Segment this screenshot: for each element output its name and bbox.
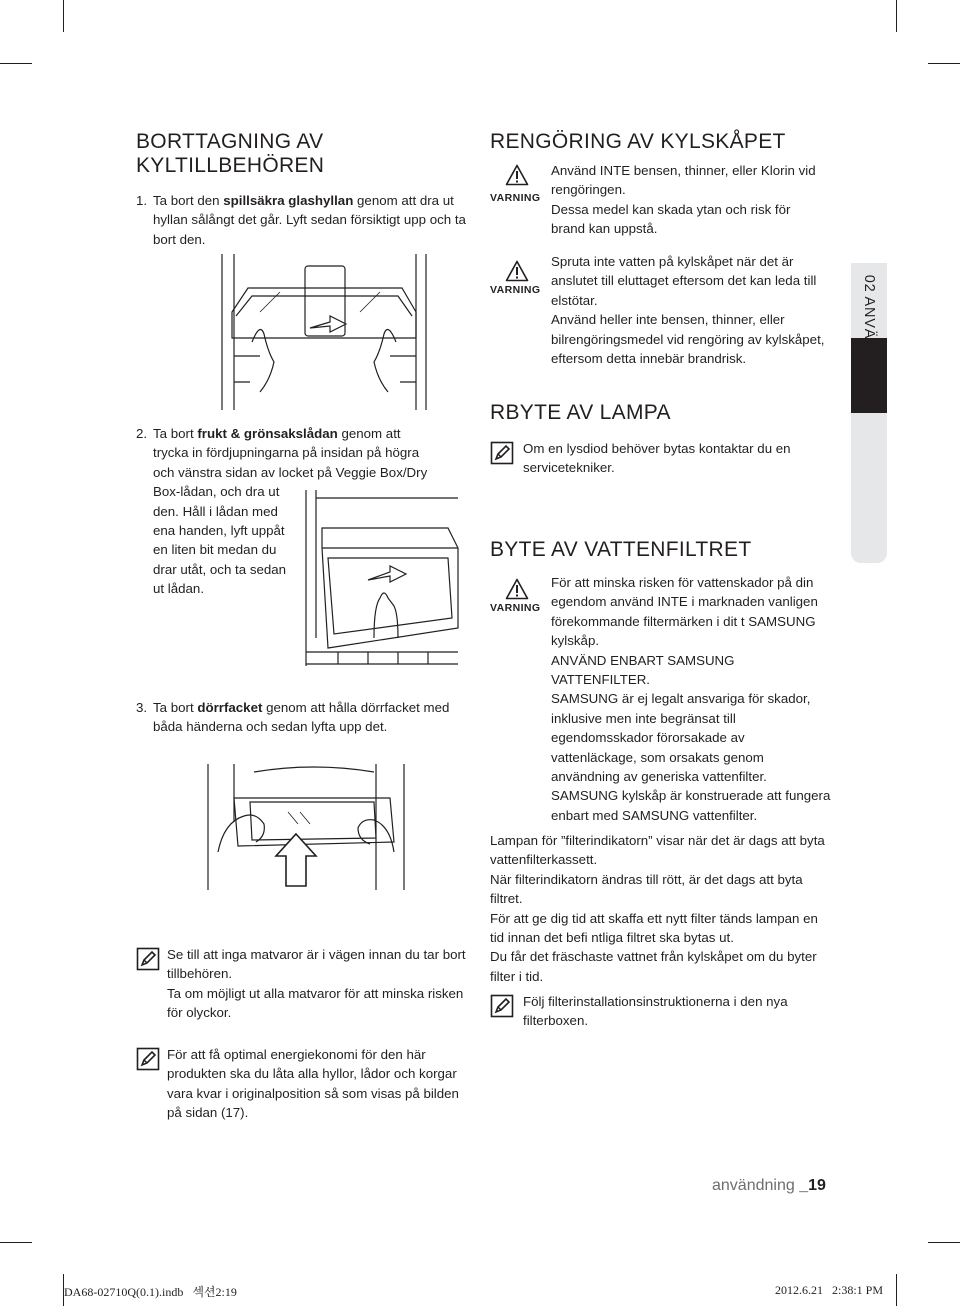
step-text <box>136 698 471 737</box>
step-text-post: genom att dra ut hyllan sålångt det går. Lyft sedan försiktigt upp och ta bort den. <box>153 193 466 247</box>
warning-triangle-icon <box>505 164 529 186</box>
heading-line-2: KYLTILLBEHÖREN <box>136 154 325 177</box>
step-text-post: genom att <box>337 426 401 441</box>
warning-text-cleaning-2: Spruta inte vatten på kylskåpet när det är anslutet till eluttaget eftersom det kan leda till elstötar. Använd heller inte bensen, thinner, eller bilrengöringsmedel vid rengöring av kylskåpet, eftersom detta innebär brandrisk. <box>551 254 825 367</box>
section-heading-filter: BYTE AV VATTENFILTRET <box>490 538 752 561</box>
page-number-label: användning <box>712 1177 800 1194</box>
step-line: trycka in fördjupningarna på insidan på högra <box>153 445 420 461</box>
filter-indicator-text: Lampan för ”filterindikatorn” visar när det är dags att byta vattenfilterkassett. När filterindikatorn ändras till rött, är det dags att byta filtret. För att ge dig tid att skaffa ett nytt filter tänds lampan en tid innan det befi ntliga filtret ska bytas ut. Du får det fräschaste vattnet från kylskåpet om du byter filter i tid. <box>490 833 825 984</box>
crop-mark-right-bottom <box>928 1242 960 1243</box>
note-text-lamp: Om en lysdiod behöver bytas kontaktar du en servicetekniker. <box>523 441 791 476</box>
step-line: och vänstra sidan av locket på Veggie Box/Dry <box>153 464 428 480</box>
crop-mark-right-top <box>928 63 960 64</box>
warning-label: VARNING <box>490 284 541 296</box>
illustration-glass-shelf <box>220 252 430 412</box>
chapter-tab-lower <box>851 413 887 563</box>
warning-triangle-icon <box>505 260 529 282</box>
step-text-bold: spillsäkra glashyllan <box>223 193 354 208</box>
note-pencil-icon <box>490 994 514 1018</box>
print-footer-file: DA68-02710Q(0.1).indb 섹션2:19 <box>64 1285 237 1299</box>
illustration-door-bin <box>204 762 414 892</box>
step-line: en liten bit medan du <box>153 542 277 558</box>
crop-mark-top-right <box>896 0 897 32</box>
crop-mark-left-top <box>0 63 32 64</box>
page-number <box>712 1177 826 1195</box>
note-text-energy: För att få optimal energiekonomi för den här produkten ska du låta alla hyllor, lådor och korgar vara kvar i originalposition så som visas på bilden på sidan (17). <box>167 1047 459 1121</box>
warning-text-filter: För att minska risken för vattenskador på din egendom använd INTE i marknaden vanligen förekommande filtermärken i dit t SAMSUNG kylskåp. ANVÄND ENBART SAMSUNG VATTENFILTER. SAMSUNG är ej legalt ansvariga för skador, inklusive men inte begränsat till egendomsskador förorsakade av vattenläckage, som orsakats genom användning av generiska vattenfilter. SAMSUNG kylskåp är konstruerade att fungera enbart med SAMSUNG vattenfilter. <box>551 575 831 823</box>
section-heading-lamp: RBYTE AV LAMPA <box>490 401 671 424</box>
illustration-veggie-box <box>298 488 468 668</box>
step-number: 2. <box>136 426 148 441</box>
step-number: 1. <box>136 193 148 208</box>
step-text-bold: frukt & grönsakslådan <box>197 426 338 441</box>
step-line: ut lådan. <box>153 581 205 597</box>
step-line: ena handen, lyft uppåt <box>153 523 285 539</box>
step-line <box>153 424 471 443</box>
step-text-post: genom att hålla dörrfacket med båda händerna och sedan lyfta upp det. <box>153 700 450 735</box>
crop-mark-left-bottom <box>0 1242 32 1243</box>
crop-mark-top-left <box>63 0 64 32</box>
page-number-value: _19 <box>799 1177 826 1194</box>
step-text-pre: Ta bort <box>153 426 198 441</box>
step-3 <box>136 698 471 737</box>
heading-line-1: BORTTAGNING AV <box>136 130 324 153</box>
step-text <box>136 191 466 249</box>
section-heading-cleaning: RENGÖRING AV KYLSKÅPET <box>490 130 786 153</box>
note-pencil-icon <box>490 441 514 465</box>
step-1 <box>136 191 466 249</box>
section-heading-accessories <box>136 130 466 178</box>
chapter-tab-label: 02 ANVÄNDNING <box>861 274 877 402</box>
warning-label: VARNING <box>490 192 541 204</box>
step-text-pre: Ta bort den <box>153 193 224 208</box>
note-text-remove-food: Se till att inga matvaror är i vägen innan du tar bort tillbehören. Ta om möjligt ut alla matvaror för att minska risken för olyckor. <box>167 947 466 1021</box>
step-text-pre: Ta bort <box>153 700 198 715</box>
step-line: drar utåt, och ta sedan <box>153 561 287 577</box>
step-line: den. Håll i lådan med <box>153 503 278 519</box>
crop-mark-bottom-right <box>896 1274 897 1306</box>
note-text-filter-install: Följ filterinstallationsinstruktionerna i den nya filterboxen. <box>523 994 788 1029</box>
warning-text-cleaning-1: Använd INTE bensen, thinner, eller Klorin vid rengöringen. Dessa medel kan skada ytan och risk för brand kan uppstå. <box>551 163 816 237</box>
step-line: Box-lådan, och dra ut <box>153 484 280 500</box>
warning-triangle-icon <box>505 578 529 600</box>
print-footer-date: 2012.6.21 2:38:1 PM <box>775 1283 884 1297</box>
step-number: 3. <box>136 700 148 715</box>
note-pencil-icon <box>136 1047 160 1071</box>
step-text-bold: dörrfacket <box>197 700 263 715</box>
note-pencil-icon <box>136 947 160 971</box>
warning-label: VARNING <box>490 602 541 614</box>
